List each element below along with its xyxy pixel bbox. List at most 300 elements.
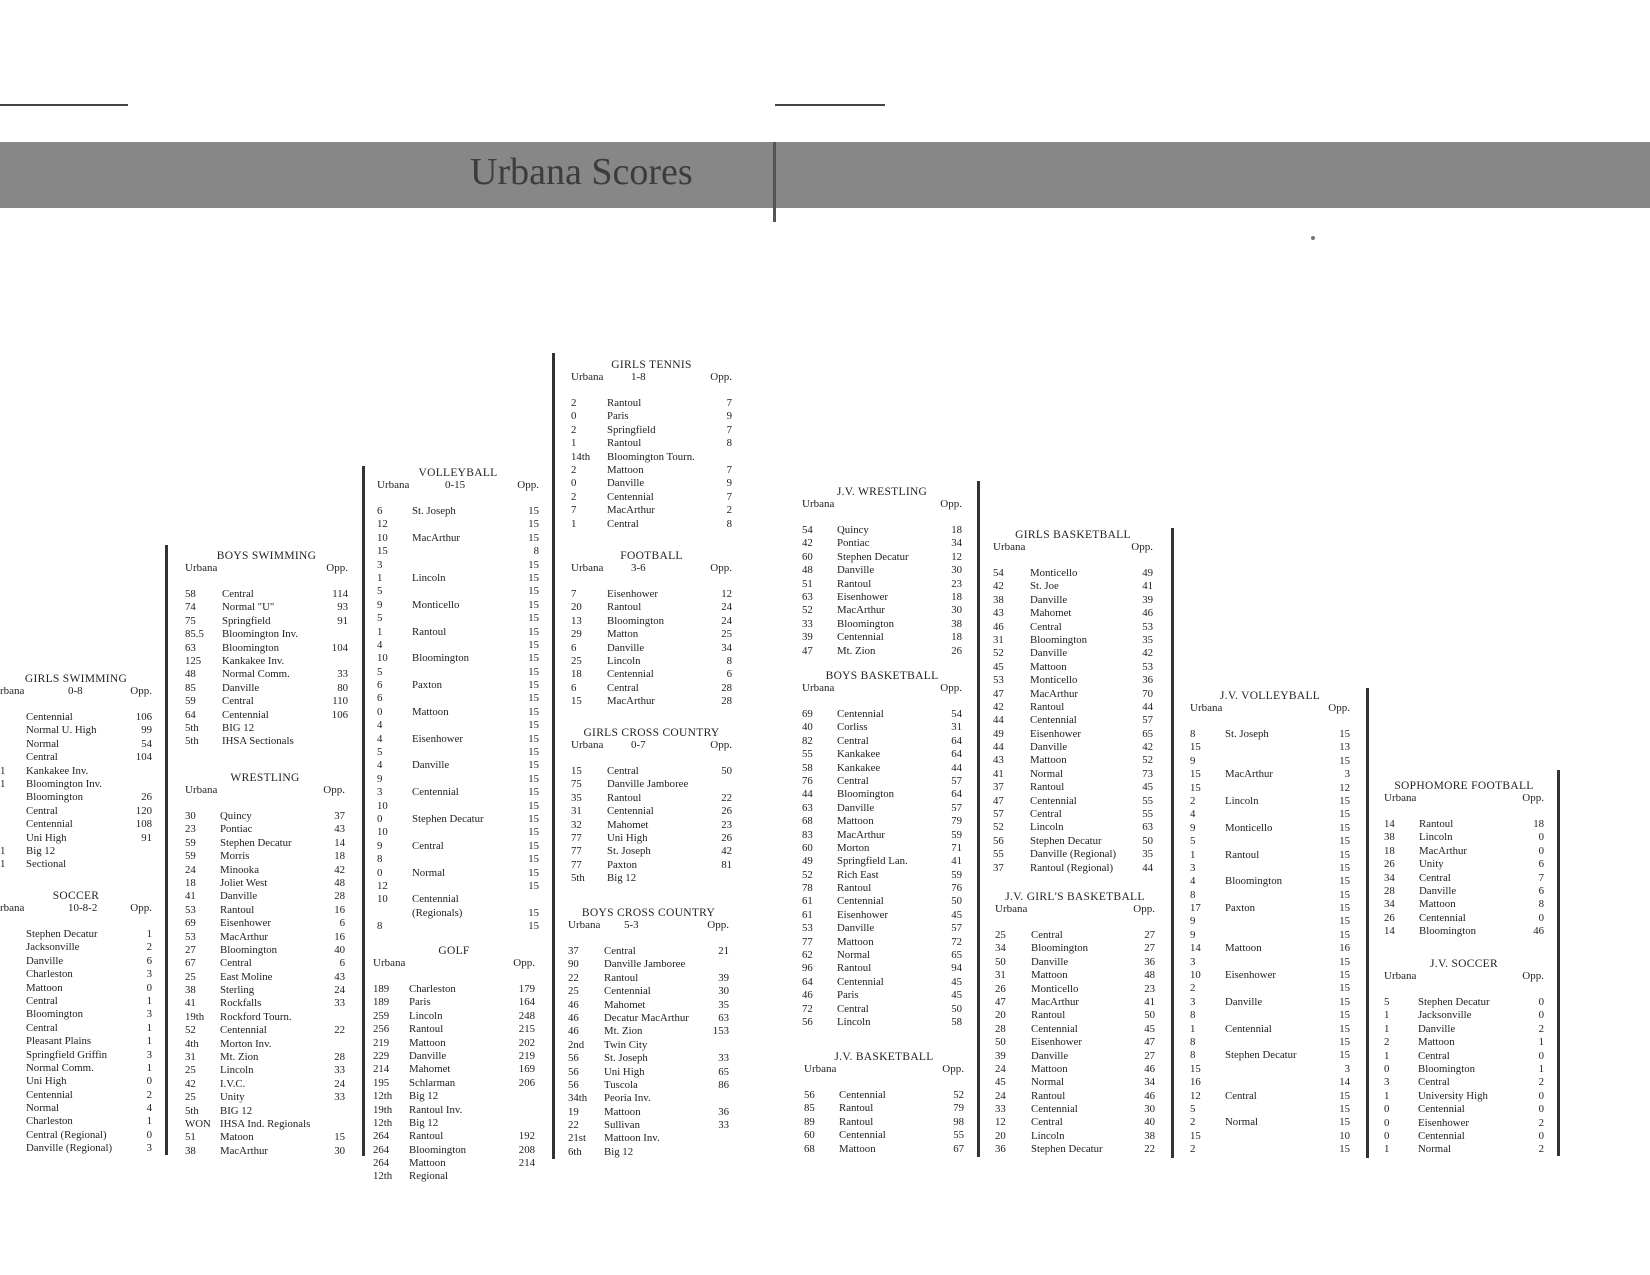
score-row [377, 840, 539, 853]
opponent-name: Tuscola [604, 1078, 638, 1091]
urbana-score: 24 [185, 863, 196, 876]
urbana-score: 69 [802, 708, 813, 720]
score-row [571, 655, 732, 668]
opponent-name: Eisenhower [412, 732, 463, 745]
football-section [571, 550, 732, 709]
score-row [377, 773, 539, 786]
urbana-score: 38 [993, 593, 1004, 606]
urbana-label: rbana [0, 685, 25, 697]
urbana-score: 60 [802, 550, 813, 563]
score-row [1190, 795, 1350, 808]
opponent-score: 8 [533, 545, 539, 558]
section-title: GOLF [438, 945, 470, 957]
urbana-score: 38 [1384, 831, 1395, 844]
opponent-score: 219 [518, 1049, 535, 1062]
urbana-score: 264 [373, 1157, 390, 1170]
opponent-name: Unity [220, 1091, 245, 1104]
opponent-score: 40 [1144, 1116, 1155, 1129]
opponent-label: Opp. [707, 919, 729, 931]
opponent-name: I.V.C. [220, 1077, 246, 1090]
score-row [802, 721, 962, 734]
opponent-name: Bloomington [1031, 942, 1088, 955]
opponent-score: 57 [951, 922, 962, 935]
score-row [185, 1118, 345, 1131]
score-row [377, 786, 539, 799]
section-header [993, 541, 1153, 557]
opponent-score: 248 [518, 1009, 535, 1022]
opponent-score: 15 [528, 505, 539, 517]
opponent-name: Normal Comm. [26, 1061, 94, 1074]
opponent-name: St. Joe [1030, 580, 1059, 593]
opponent-score: 28 [334, 890, 345, 903]
opponent-name: Mattoon [1225, 942, 1262, 955]
urbana-score: 12 [1190, 1089, 1201, 1102]
score-row [802, 936, 962, 949]
spacer [571, 578, 732, 588]
opponent-name: Centennial [839, 1129, 886, 1142]
score-row [0, 738, 152, 751]
opponent-name: Central [222, 588, 254, 600]
section-title: J.V. WRESTLING [836, 486, 928, 498]
urbana-score: 2 [1190, 982, 1196, 995]
opponent-score: 72 [951, 935, 962, 948]
urbana-score: 77 [802, 935, 813, 948]
opponent-score: 65 [951, 949, 962, 962]
score-row [571, 451, 732, 464]
urbana-score: 0 [571, 410, 577, 423]
urbana-score: 10 [377, 799, 388, 812]
urbana-score: 51 [185, 1131, 196, 1144]
opponent-label: Opp. [1133, 903, 1155, 915]
opponent-name: Stephen Decatur [1031, 1143, 1103, 1156]
urbana-label: Urbana [993, 541, 1026, 553]
score-row [995, 1090, 1155, 1103]
opponent-name: Bloomington [26, 1008, 83, 1021]
urbana-score: 90 [568, 958, 579, 971]
urbana-score: 52 [802, 868, 813, 881]
urbana-score: 77 [571, 858, 582, 871]
opponent-name: Paris [409, 996, 431, 1009]
opponent-score: 22 [1144, 1143, 1155, 1156]
urbana-score: 264 [373, 1130, 390, 1143]
opponent-name: Mahomet [604, 998, 646, 1011]
urbana-score: 2 [571, 423, 577, 436]
urbana-score: 3 [1190, 995, 1196, 1008]
urbana-score: 23 [185, 823, 196, 836]
opponent-name: Centennial [1418, 1129, 1465, 1142]
score-row [993, 741, 1153, 754]
score-row [802, 564, 962, 577]
opponent-score: 63 [1142, 821, 1153, 834]
urbana-score: 50 [995, 1036, 1006, 1049]
urbana-score: 33 [995, 1103, 1006, 1116]
opponent-score: 15 [528, 772, 539, 785]
score-row [0, 968, 152, 981]
opponent-name: Rantoul (Regional) [1030, 861, 1114, 874]
opponent-score: 71 [951, 841, 962, 854]
score-row [802, 604, 962, 617]
urbana-score: 37 [993, 861, 1004, 874]
score-row [802, 762, 962, 775]
spacer [571, 755, 732, 765]
score-row [373, 1157, 535, 1170]
opponent-label: Opp. [1522, 792, 1544, 804]
urbana-score: 25 [185, 1091, 196, 1104]
score-row [993, 781, 1153, 794]
opponent-score: 59 [951, 828, 962, 841]
score-row [993, 808, 1153, 821]
urbana-score: 0 [1384, 1129, 1390, 1142]
section-header [0, 902, 152, 918]
opponent-score: 48 [1144, 969, 1155, 982]
opponent-name: Central [607, 681, 639, 694]
opponent-score: 18 [334, 850, 345, 863]
urbana-score: 0 [377, 705, 383, 718]
score-row [373, 1117, 535, 1130]
opponent-score: 49 [1142, 567, 1153, 579]
opponent-name: Mattoon [409, 1036, 446, 1049]
opponent-name: Eisenhower [1030, 727, 1081, 740]
opponent-score: 15 [1339, 982, 1350, 995]
opponent-score: 21 [718, 945, 729, 957]
score-row [185, 682, 348, 695]
opponent-score: 10 [1339, 1129, 1350, 1142]
opponent-name: Danville [26, 954, 64, 967]
score-row [185, 1024, 345, 1037]
urbana-score: 1 [0, 764, 6, 777]
score-row [1384, 818, 1544, 831]
opponent-name: IHSA Sectionals [222, 735, 294, 748]
urbana-score: 31 [185, 1051, 196, 1064]
score-row [571, 410, 732, 423]
urbana-score: 61 [802, 908, 813, 921]
section-title: SOPHOMORE FOOTBALL [1394, 780, 1534, 792]
score-row [1190, 849, 1350, 862]
score-row [1384, 1130, 1544, 1143]
opponent-name: Central [26, 751, 58, 764]
score-list [993, 567, 1153, 875]
urbana-score: 54 [993, 567, 1004, 579]
opponent-name: Stephen Decatur [837, 550, 909, 563]
spacer [0, 918, 152, 928]
opponent-score: 36 [1142, 674, 1153, 687]
opponent-name: Centennial [607, 668, 654, 681]
opponent-name: Eisenhower [837, 908, 888, 921]
urbana-score: 47 [993, 794, 1004, 807]
urbana-score: 4 [1190, 808, 1196, 821]
opponent-score: 46 [1142, 607, 1153, 620]
opponent-name: MacArthur [220, 1144, 268, 1157]
opponent-name: Mattoon [1030, 660, 1067, 673]
opponent-score: 2 [1538, 1022, 1544, 1035]
score-row [373, 1130, 535, 1143]
urbana-score: 63 [185, 641, 196, 654]
section-header [1384, 792, 1544, 808]
score-row [377, 800, 539, 813]
opponent-name: Rantoul Inv. [409, 1103, 463, 1116]
opponent-name: BIG 12 [220, 1104, 253, 1117]
opponent-name: Rantoul [1031, 1089, 1066, 1102]
urbana-score: 10 [377, 652, 388, 665]
opponent-score: 2 [1538, 1076, 1544, 1089]
section-title: FOOTBALL [620, 550, 683, 562]
opponent-score: 15 [1339, 969, 1350, 982]
urbana-score: 15 [571, 695, 582, 708]
opponent-score: 106 [135, 711, 152, 723]
spacer [185, 578, 348, 588]
urbana-score: 9 [1190, 915, 1196, 928]
urbana-score: 44 [802, 788, 813, 801]
score-row [185, 931, 345, 944]
opponent-score: 214 [518, 1157, 535, 1170]
opponent-score: 30 [951, 604, 962, 617]
opponent-name: Eisenhower [1225, 969, 1276, 982]
opponent-score: 15 [1339, 1089, 1350, 1102]
urbana-score: 69 [185, 917, 196, 930]
urbana-score: 1 [571, 517, 577, 530]
urbana-score: 0 [1384, 1062, 1390, 1075]
score-row [571, 845, 732, 858]
opponent-name: Bloomington [837, 788, 894, 801]
urbana-score: 52 [185, 1024, 196, 1037]
urbana-score: 9 [377, 772, 383, 785]
urbana-score: 2 [571, 463, 577, 476]
opponent-score: 1 [1538, 1062, 1544, 1075]
opponent-score: 26 [951, 644, 962, 657]
urbana-score: 264 [373, 1143, 390, 1156]
section-header [995, 903, 1155, 919]
opponent-name: Morton Inv. [220, 1037, 272, 1050]
urbana-score: 77 [571, 831, 582, 844]
score-row [373, 1010, 535, 1023]
urbana-score: 85 [804, 1102, 815, 1115]
urbana-score: 1 [571, 437, 577, 450]
opponent-name: Rantoul [837, 882, 872, 895]
urbana-score: 72 [802, 1002, 813, 1015]
urbana-score: 229 [373, 1049, 390, 1062]
opponent-score: 23 [951, 577, 962, 590]
score-row [0, 818, 152, 831]
score-row [185, 668, 348, 681]
score-row [185, 1131, 345, 1144]
opponent-name: Rockfalls [220, 997, 262, 1010]
opponent-score: 33 [334, 997, 345, 1010]
section-header [571, 739, 732, 755]
opponent-score: 59 [951, 868, 962, 881]
opponent-name: Centennial [1031, 1022, 1078, 1035]
opponent-name: Stephen Decatur [1030, 834, 1102, 847]
score-row [568, 945, 729, 958]
urbana-score: 15 [377, 545, 388, 558]
opponent-name: Paxton [412, 679, 442, 692]
opponent-name: Big 12 [607, 872, 637, 885]
opponent-name: St. Joseph [607, 845, 651, 858]
column-rule [362, 466, 365, 1156]
score-row [185, 904, 345, 917]
opponent-score: 0 [146, 981, 152, 994]
urbana-score: 0 [1384, 1103, 1390, 1116]
opponent-name: Bloomington Inv. [26, 777, 103, 790]
score-row [377, 813, 539, 826]
opponent-name: Normal U. High [26, 724, 97, 737]
urbana-score: 12th [373, 1170, 393, 1183]
score-row [993, 580, 1153, 593]
opponent-score: 55 [1142, 808, 1153, 821]
score-row [568, 1092, 729, 1105]
urbana-score: 2 [571, 490, 577, 503]
urbana-score: 53 [802, 922, 813, 935]
urbana-score: 37 [568, 945, 579, 957]
opponent-name: Danville [1030, 647, 1068, 660]
opponent-score: 27 [1144, 1049, 1155, 1062]
score-row [995, 983, 1155, 996]
score-row [995, 1009, 1155, 1022]
spacer [1384, 808, 1544, 818]
urbana-score: 6 [571, 681, 577, 694]
urbana-score: 17 [1190, 902, 1201, 915]
urbana-score: 22 [568, 971, 579, 984]
urbana-score: 61 [802, 895, 813, 908]
urbana-score: 20 [995, 1129, 1006, 1142]
score-row [571, 424, 732, 437]
score-row [373, 1037, 535, 1050]
score-row [571, 477, 732, 490]
urbana-label: Urbana [373, 957, 406, 969]
score-row [377, 706, 539, 719]
opponent-score: 35 [1142, 633, 1153, 646]
girls-cross-country-section [571, 727, 732, 886]
urbana-score: 47 [802, 644, 813, 657]
opponent-score: 192 [518, 1130, 535, 1143]
opponent-score: 14 [334, 836, 345, 849]
opponent-score: 58 [951, 1015, 962, 1028]
opponent-name: Bloomington [1225, 875, 1282, 888]
score-row [185, 837, 345, 850]
opponent-score: 15 [528, 705, 539, 718]
column-rule [1557, 770, 1560, 1156]
opponent-name: Rockford Tourn. [220, 1010, 292, 1023]
opponent-name: Rantoul [837, 962, 872, 975]
opponent-score: 15 [528, 826, 539, 839]
score-row [377, 853, 539, 866]
score-row [995, 942, 1155, 955]
urbana-score: 60 [804, 1129, 815, 1142]
score-list [802, 708, 962, 1029]
opponent-score: 40 [334, 943, 345, 956]
score-row [568, 972, 729, 985]
spacer [185, 800, 345, 810]
urbana-score: 5th [185, 1104, 199, 1117]
opponent-score: 54 [141, 737, 152, 750]
spacer [802, 514, 962, 524]
urbana-score: 4 [377, 638, 383, 651]
opponent-name: Central [1418, 1049, 1450, 1062]
opponent-score: 34 [951, 537, 962, 550]
score-row [185, 823, 345, 836]
urbana-score: 39 [802, 631, 813, 644]
opponent-score: 53 [1142, 660, 1153, 673]
section-header [804, 1063, 964, 1079]
opponent-name: Eisenhower [1031, 1036, 1082, 1049]
opponent-name: Twin City [604, 1038, 648, 1051]
opponent-score: 34 [1144, 1076, 1155, 1089]
opponent-name: Normal Comm. [222, 668, 290, 681]
opponent-score: 0 [1538, 1129, 1544, 1142]
opponent-name: Rantoul [1225, 848, 1260, 861]
opponent-name: Mattoon [837, 815, 874, 828]
score-row [1384, 925, 1544, 938]
urbana-label: Urbana [377, 479, 410, 491]
opponent-name: Central [604, 945, 636, 957]
opponent-name: Central [607, 517, 639, 530]
opponent-score: 15 [1339, 728, 1350, 740]
opponent-name: Mattoon [409, 1157, 446, 1170]
score-row [802, 989, 962, 1002]
opponent-name: Centennial [1030, 714, 1077, 727]
opponent-name: Danville [412, 759, 450, 772]
spacer [0, 701, 152, 711]
score-row [377, 545, 539, 558]
opponent-score: 1 [146, 994, 152, 1007]
opponent-name: Rantoul [412, 625, 447, 638]
urbana-score: 82 [802, 734, 813, 747]
score-row [377, 746, 539, 759]
opponent-score: 33 [718, 1119, 729, 1132]
score-row [1190, 915, 1350, 928]
opponent-name: Stephen Decatur [220, 836, 292, 849]
urbana-score: 38 [185, 984, 196, 997]
opponent-name: Eisenhower [220, 917, 271, 930]
urbana-score: 0 [1384, 1116, 1390, 1129]
score-row [993, 821, 1153, 834]
score-row [185, 944, 345, 957]
title-banner [0, 142, 1650, 208]
opponent-score: 15 [528, 812, 539, 825]
opponent-score: 27 [1144, 942, 1155, 955]
score-row [0, 1129, 152, 1142]
opponent-name: Big 12 [604, 1145, 634, 1158]
opponent-score: 15 [528, 732, 539, 745]
score-row [993, 848, 1153, 861]
opponent-name: Bloomington [409, 1143, 466, 1156]
opponent-name: MacArthur [1225, 768, 1273, 781]
urbana-score: 53 [185, 903, 196, 916]
urbana-score: 56 [568, 1078, 579, 1091]
urbana-score: 18 [571, 668, 582, 681]
opponent-name: Mt. Zion [837, 644, 876, 657]
urbana-score: 64 [185, 708, 196, 721]
score-row [185, 1078, 345, 1091]
opponent-name: Matton [607, 628, 639, 641]
urbana-score: 24 [995, 1089, 1006, 1102]
score-row [995, 956, 1155, 969]
jv-wrestling-section [802, 486, 962, 658]
opponent-score: 8 [726, 654, 732, 667]
opponent-name: Big 12 [409, 1116, 439, 1129]
opponent-name: Danville [1031, 955, 1069, 968]
urbana-score: 6 [377, 505, 383, 517]
score-row [571, 819, 732, 832]
opponent-score: 3 [146, 968, 152, 981]
opponent-name: Springfield [222, 614, 271, 627]
sophomore-football-section [1384, 780, 1544, 939]
opponent-score: 2 [1538, 1143, 1544, 1156]
opponent-name: Centennial [839, 1089, 886, 1101]
opponent-name: Pontiac [837, 537, 870, 550]
opponent-label: Opp. [1522, 970, 1544, 982]
opponent-name: Lincoln [220, 1064, 254, 1077]
opponent-score: 42 [334, 863, 345, 876]
